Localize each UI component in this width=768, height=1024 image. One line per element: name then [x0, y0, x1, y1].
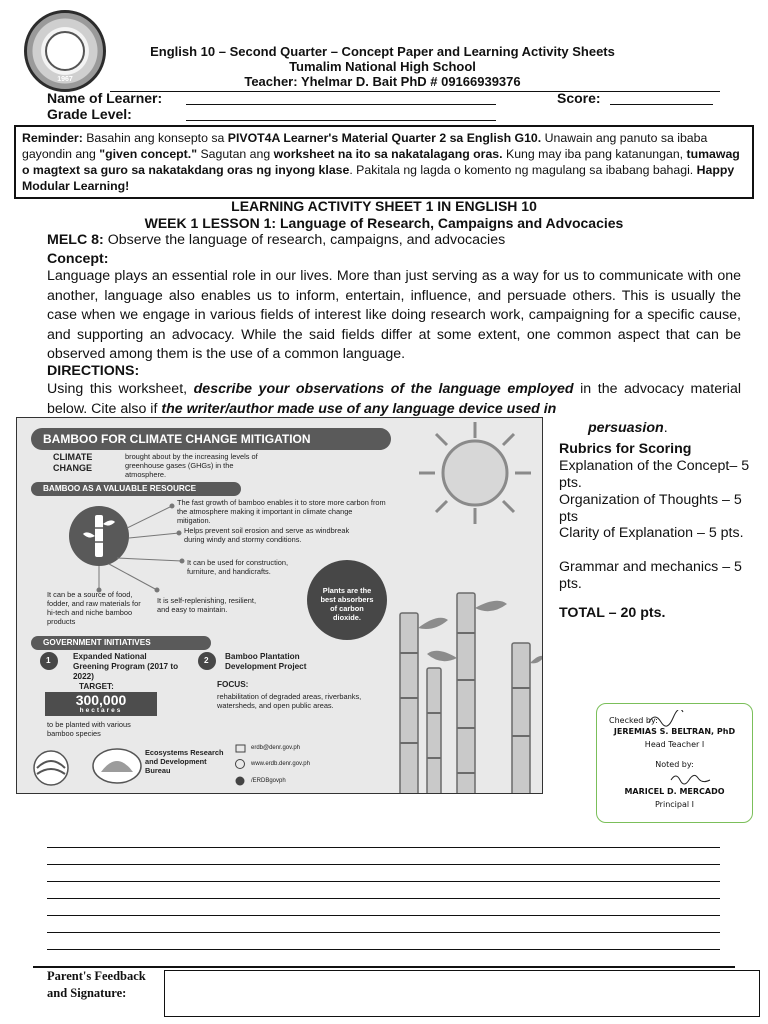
- answer-line[interactable]: [47, 898, 720, 899]
- rubrics-title: Rubrics for Scoring: [559, 441, 692, 457]
- concept-text: Language plays an essential role in our lives. More than just serving as a way for us to communicate with one another, language also enables us to inform, entertain, influence, and persuade others. This is usually the case when we engage in various fields of interest like doing research work, campaigning for a specific cause, and supporting an advocacy. While the said fields differ at some extent, one common aspect that can be observed among them is the use of a common language.: [47, 268, 741, 362]
- poster-cc-label: CLIMATE CHANGE: [53, 452, 93, 473]
- answer-line[interactable]: [47, 915, 720, 916]
- directions-emphasis: describe your observations of the language employed: [193, 381, 574, 397]
- answer-line[interactable]: [47, 847, 720, 848]
- melc-text: Observe the language of research, campaigns, and advocacies: [103, 232, 506, 248]
- lesson-title: WEEK 1 LESSON 1: Language of Research, Campaigns and Advocacies: [144, 215, 624, 231]
- poster-fact-2: Helps prevent soil erosion and serve as windbreak during windy and stormy conditions.: [184, 526, 350, 544]
- grade-label: Grade Level:: [47, 106, 132, 122]
- poster-cc-text: brought about by the increasing levels of greenhouse gases (GHGs) in the atmosphere.: [125, 452, 258, 479]
- directions-emphasis: the writer/author made use of any language device used in: [161, 400, 557, 417]
- poster-fact-4: It can be a source of food, fodder, and raw materials for hi-tech and niche bamboo products: [47, 590, 141, 626]
- activity-title: LEARNING ACTIVITY SHEET 1 IN ENGLISH 10: [231, 198, 537, 214]
- checker-title: Head Teacher I: [644, 740, 705, 749]
- denr-logo-icon: [34, 751, 68, 785]
- signature-box: [596, 703, 753, 823]
- directions-part: Using this worksheet,: [47, 381, 194, 397]
- poster-target-note: to be planted with various bamboo species: [47, 720, 131, 738]
- poster-resource-title: BAMBOO AS A VALUABLE RESOURCE: [31, 482, 241, 496]
- web-icon: [236, 760, 245, 769]
- header-school: Tumalim National High School: [289, 59, 476, 74]
- school-logo: [24, 10, 106, 92]
- answer-line[interactable]: [47, 881, 720, 882]
- principal-title: Principal I: [655, 800, 694, 809]
- checked-by-label: Checked by:: [609, 716, 658, 725]
- poster-target-value: 300,000: [75, 692, 127, 708]
- poster-circle-text: Plants are the best absorbers of carbon dioxide.: [320, 586, 374, 622]
- answer-line[interactable]: [47, 949, 720, 950]
- reminder-text: Kung may iba pang katanungan,: [502, 147, 687, 161]
- feedback-label: Parent's Feedback: [47, 969, 146, 983]
- poster-erdb-name: Ecosystems Research and Development Bureau: [145, 748, 224, 775]
- poster-focus-text: rehabilitation of degraded areas, riverbanks, watersheds, and open public areas.: [217, 692, 362, 710]
- reminder-material: PIVOT4A Learner's Material Quarter 2 sa English G10.: [227, 131, 542, 145]
- erdb-logo-icon: [93, 749, 141, 783]
- grade-field[interactable]: [186, 120, 496, 121]
- poster-contact-email: erdb@denr.gov.ph: [251, 745, 301, 751]
- reminder-label: Reminder:: [22, 131, 83, 145]
- rubrics-total: TOTAL – 20 pts.: [559, 605, 666, 621]
- reminder-text: Basahin ang konsepto sa: [82, 131, 228, 145]
- rubric-item: Explanation of the Concept– 5 pts.: [559, 458, 750, 491]
- name-field[interactable]: [186, 104, 496, 105]
- melc-label: MELC 8:: [47, 232, 104, 248]
- facebook-icon: [236, 777, 245, 786]
- reminder-contact: tumawag o magtext sa guro sa nakatakdang oras ng inyong klase: [22, 147, 740, 177]
- header-subject: English 10 – Second Quarter – Concept Paper and Learning Activity Sheets: [150, 44, 615, 59]
- reminder-text: Sagutan ang: [197, 147, 274, 161]
- directions-period: .: [663, 420, 668, 436]
- directions-label: DIRECTIONS:: [47, 363, 140, 379]
- bamboo-stalks-icon: [400, 593, 530, 794]
- concept-label: Concept:: [47, 251, 109, 267]
- score-label: Score:: [557, 90, 601, 106]
- rubric-item: Organization of Thoughts – 5 pts: [559, 492, 742, 525]
- poster-fact-3: It can be used for construction, furniture, and handicrafts.: [187, 558, 289, 576]
- poster-contact-facebook: /ERDBgovph: [251, 778, 286, 784]
- footer-rule: [33, 966, 735, 968]
- answer-line[interactable]: [47, 932, 720, 933]
- directions-text: [47, 380, 741, 419]
- header-rule: [110, 91, 720, 92]
- name-label: Name of Learner:: [47, 90, 163, 106]
- principal-name: MARICEL D. MERCADO: [624, 787, 725, 796]
- poster-init-2: Bamboo Plantation Development Project: [225, 652, 307, 671]
- poster-fact-5: It is self-replenishing, resilient, and easy to maintain.: [157, 596, 256, 614]
- reminder-worksheet: worksheet na ito sa nakatalagang oras.: [273, 147, 503, 161]
- poster-contact-web: www.erdb.denr.gov.ph: [251, 761, 310, 767]
- poster-fact-1: The fast growth of bamboo enables it to store more carbon from the atmosphere making it important in climate change mitigation.: [177, 498, 386, 525]
- answer-line[interactable]: [47, 864, 720, 865]
- reminder-text: . Pakitala ng lagda o komento ng magulang sa ibabang bahagi.: [349, 163, 697, 177]
- noted-by-label: Noted by:: [655, 760, 694, 769]
- poster-gov-title: GOVERNMENT INITIATIVES: [31, 636, 211, 650]
- poster-init-1-number: 1: [46, 656, 51, 665]
- poster-init-2-number: 2: [204, 656, 209, 665]
- signature-1-icon: [647, 710, 687, 728]
- checker-name: JEREMIAS S. BELTRAN, PhD: [613, 727, 736, 736]
- poster-focus-label: FOCUS:: [217, 680, 249, 689]
- rubric-item: Grammar and mechanics – 5 pts.: [559, 559, 742, 592]
- logo-year: 1967: [57, 76, 73, 83]
- rubric-item: Clarity of Explanation – 5 pts.: [559, 525, 744, 541]
- header-teacher: Teacher: Yhelmar D. Bait PhD # 09166939376: [244, 74, 521, 89]
- score-field[interactable]: [610, 104, 713, 105]
- melc-line: [47, 232, 505, 248]
- poster-target-unit: hectares: [79, 707, 123, 714]
- reminder-box: [14, 125, 754, 199]
- reminder-closing: Happy Modular Learning!: [22, 163, 735, 193]
- reminder-given-concept: "given concept.": [99, 147, 198, 161]
- poster-title: BAMBOO FOR CLIMATE CHANGE MITIGATION: [31, 428, 391, 450]
- feedback-box[interactable]: [164, 970, 760, 1017]
- signature-2-icon: [669, 770, 713, 788]
- feedback-label: and Signature:: [47, 986, 127, 1000]
- poster-init-1: Expanded National Greening Program (2017 to 2022): [73, 652, 179, 681]
- advocacy-poster: [16, 417, 543, 794]
- directions-part: in the advocacy material below. Cite also if: [47, 381, 741, 417]
- poster-target-label: TARGET:: [79, 682, 114, 691]
- reminder-text: Unawain ang panuto sa ibaba gayondin ang: [22, 131, 708, 161]
- directions-persuasion: persuasion: [588, 420, 664, 436]
- email-icon: [236, 745, 245, 752]
- directions-end: [588, 420, 668, 436]
